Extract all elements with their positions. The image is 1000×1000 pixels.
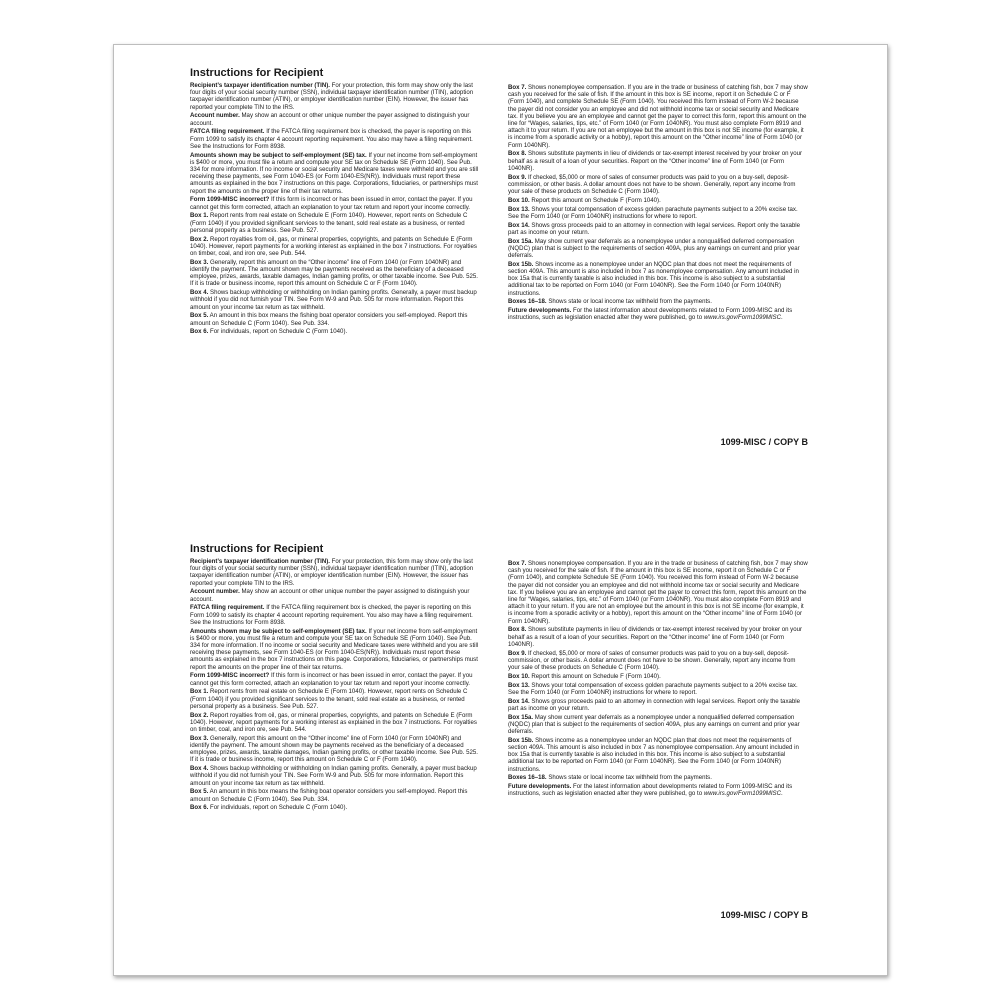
form-copy-label: 1099-MISC / COPY B: [720, 437, 808, 447]
instruction-paragraph: [508, 673, 808, 680]
paragraph-text: Shows backup withholding or withholding on Indian gaming profits. Generally, a payer must backup withhold if you did not furnish your TIN. See Form W-9 and Pub. 505 for more information. Report this amount on your income tax return as tax withheld.: [190, 765, 477, 787]
instructions-copy-bottom: [190, 543, 808, 933]
instruction-paragraph: [190, 112, 482, 126]
instruction-paragraph: [508, 774, 808, 781]
instruction-paragraph: [190, 558, 482, 587]
paragraph-lead: Box 9.: [508, 649, 527, 657]
paragraph-text: Shows nonemployee compensation. If you are in the trade or business of catching fish, box 7 may show cash you received for the sale of fish. If the amount in this box is SE income, report it on Schedule C or F (Form 1040), and complete Schedule SE (Form 1040). You received this form instead of Form W-2 because the payer did not consider you an employee and did not withhold income tax or social security and Medicare tax. If you believe you are an employee and cannot get the payer to correct this form, report this amount on the line for “Wages, salaries, tips, etc.” of Form 1040 (or Form 1040NR). You must also complete Form 8919 and attach it to your return. If you are not an employee but the amount in this box is not SE income (for example, it is income from a sporadic activity or a hobby), report this amount on the “Other income” line of Form 1040 (or Form 1040NR).: [508, 84, 808, 149]
instruction-paragraph: [508, 150, 808, 172]
paragraph-text: Shows substitute payments in lieu of dividends or tax-exempt interest received by your broker on your behalf as a result of a loan of your securities. Report on the “Other income” line of Form 1040 (or Form 1040NR).: [508, 626, 803, 648]
paragraph-text: Shows backup withholding or withholding on Indian gaming profits. Generally, a payer must backup withhold if you did not furnish your TIN. See Form W-9 and Pub. 505 for more information. Report this amount on your income tax return as tax withheld.: [190, 289, 477, 311]
paragraph-lead: Box 3.: [190, 734, 209, 742]
paragraph-lead: Boxes 16–18.: [508, 774, 547, 782]
instruction-paragraph: [190, 328, 482, 335]
paragraph-lead: Box 3.: [190, 258, 209, 266]
paragraph-text: Shows income as a nonemployee under an NQDC plan that does not meet the requirements of section 409A. This amount is also included in box 7 as nonemployee compensation. Any amount included in box 15a that is currently taxable is also included in this box. This income is also subject to a substantial additional tax to be reported on Form 1040 (or Form 1040NR). See the Form 1040 (or Form 1040NR) instructions.: [508, 260, 799, 297]
paragraph-text: For the latest information about developments related to Form 1099-MISC and its instructions, such as legislation enacted after they were published, go to: [508, 783, 793, 798]
paragraph-lead: Form 1099-MISC incorrect?: [190, 196, 270, 204]
paragraph-text: Report royalties from oil, gas, or mineral properties, copyrights, and patents on Schedule E (Form 1040). However, report payments for a working interest as explained in the box 7 instructions. For royalties on timber, coal, and iron ore, see Pub. 544.: [190, 711, 477, 734]
paragraph-text: If checked, $5,000 or more of sales of consumer products was paid to you on a buy-sell, deposit-commission, or other basis. A dollar amount does not have to be shown. Generally, report any income from your sale of these products on Schedule C (Form 1040).: [508, 173, 796, 196]
instructions-copy-top: [190, 67, 808, 457]
instruction-paragraph: [508, 222, 808, 236]
paragraph-text: Shows gross proceeds paid to an attorney in connection with legal services. Report only the taxable part as income on your return.: [508, 697, 801, 712]
paragraph-lead: Recipient’s taxpayer identification number (TIN).: [190, 558, 330, 565]
paragraph-lead: Account number.: [190, 588, 240, 596]
paragraph-text: May show current year deferrals as a nonemployee under a nonqualified deferred compensation (NQDC) plan that is subject to the requirements of section 409A, plus any earnings on current and prior year deferrals.: [508, 237, 800, 260]
paragraph-text: Shows your total compensation of excess golden parachute payments subject to a 20% excise tax. See the Form 1040 (or Form 1040NR) instructions for where to report.: [508, 205, 798, 220]
paragraph-lead: Account number.: [190, 112, 240, 120]
instruction-paragraph: [508, 174, 808, 196]
paragraph-text: Report royalties from oil, gas, or mineral properties, copyrights, and patents on Schedule E (Form 1040). However, report payments for a working interest as explained in the box 7 instructions. For royalties on timber, coal, and iron ore, see Pub. 544.: [190, 235, 477, 258]
paragraph-lead: FATCA filing requirement.: [190, 604, 265, 612]
paragraph-text: If your net income from self-employment is $400 or more, you must file a return and compute your SE tax on Schedule SE (Form 1040). See Pub. 334 for more information. If no income or social security and Medicare taxes were withheld and you are still receiving these payments, see Form 1040-ES (or Form 1040-ES(NR)). Individuals must report these amounts as explained in the box 7 instructions on this page. Corporations, fiduciaries, or partnerships must report the amounts on the proper line of their tax returns.: [190, 151, 479, 195]
instruction-paragraph: [190, 628, 482, 671]
paragraph-lead: Box 15b.: [508, 260, 534, 268]
paragraph-lead: Box 5.: [190, 312, 209, 320]
instruction-paragraph: [190, 712, 482, 734]
paragraph-lead: Box 6.: [190, 328, 209, 336]
instructions-heading: Instructions for Recipient: [190, 543, 324, 555]
paragraph-lead: Box 15b.: [508, 736, 534, 744]
paragraph-lead: Recipient’s taxpayer identification number (TIN).: [190, 82, 330, 89]
paragraph-text: For your protection, this form may show only the last four digits of your social security number (SSN), individual taxpayer identification number (ITIN), adoption taxpayer identification number (ATIN), or employer identification number (EIN). However, the issuer has reported your complete TIN to the IRS.: [190, 82, 474, 111]
instruction-paragraph: [508, 238, 808, 260]
instruction-paragraph: [190, 765, 482, 787]
paragraph-text: For individuals, report on Schedule C (Form 1040).: [210, 804, 348, 812]
instruction-paragraph: [508, 261, 808, 297]
paragraph-lead: Box 13.: [508, 205, 530, 213]
paragraph-lead: Future developments.: [508, 307, 572, 315]
instruction-paragraph: [508, 626, 808, 648]
paragraph-lead: Amounts shown may be subject to self-employment (SE) tax.: [190, 151, 367, 159]
paragraph-text: May show current year deferrals as a nonemployee under a nonqualified deferred compensation (NQDC) plan that is subject to the requirements of section 409A, plus any earnings on current and prior year deferrals.: [508, 713, 800, 736]
left-column: [190, 82, 482, 337]
paragraph-text: For the latest information about developments related to Form 1099-MISC and its instructions, such as legislation enacted after they were published, go to: [508, 307, 793, 322]
instruction-paragraph: [190, 788, 482, 802]
paragraph-text: If your net income from self-employment is $400 or more, you must file a return and compute your SE tax on Schedule SE (Form 1040). See Pub. 334 for more information. If no income or social security and Medicare taxes were withheld and you are still receiving these payments, see Form 1040-ES (or Form 1040-ES(NR)). Individuals must report these amounts as explained in the box 7 instructions on this page. Corporations, fiduciaries, or partnerships must report the amounts on the proper line of their tax returns.: [190, 627, 479, 671]
instruction-paragraph: [508, 307, 808, 321]
instruction-paragraph: [190, 196, 482, 210]
instruction-paragraph: [190, 289, 482, 311]
paragraph-text: For your protection, this form may show only the last four digits of your social security number (SSN), individual taxpayer identification number (ITIN), adoption taxpayer identification number (ATIN), or employer identification number (EIN). However, the issuer has reported your complete TIN to the IRS.: [190, 558, 474, 587]
right-column: [508, 84, 808, 323]
instruction-paragraph: [190, 804, 482, 811]
paragraph-text: An amount in this box means the fishing boat operator considers you self-employed. Report this amount on Schedule C (Form 1040). See Pub. 334.: [190, 788, 468, 803]
paragraph-lead: Box 2.: [190, 711, 209, 719]
paragraph-lead: Box 4.: [190, 765, 209, 773]
paragraph-text: Shows substitute payments in lieu of dividends or tax-exempt interest received by your broker on your behalf as a result of a loan of your securities. Report on the “Other income” line of Form 1040 (or Form 1040NR).: [508, 150, 803, 172]
paragraph-lead: Amounts shown may be subject to self-employment (SE) tax.: [190, 627, 367, 635]
paragraph-lead: Box 14.: [508, 697, 530, 705]
paragraph-lead: Box 8.: [508, 150, 527, 158]
instruction-paragraph: [508, 698, 808, 712]
instruction-paragraph: [190, 588, 482, 602]
left-column: [190, 558, 482, 813]
instruction-paragraph: [508, 84, 808, 149]
paragraph-lead: Box 14.: [508, 221, 530, 229]
paragraph-text: An amount in this box means the fishing boat operator considers you self-employed. Report this amount on Schedule C (Form 1040). See Pub. 334.: [190, 312, 468, 327]
instruction-paragraph: [190, 152, 482, 195]
paragraph-text: Shows income as a nonemployee under an NQDC plan that does not meet the requirements of section 409A. This amount is also included in box 7 as nonemployee compensation. Any amount included in box 15a that is currently taxable is also included in this box. This income is also subject to a substantial additional tax to be reported on Form 1040 (or Form 1040NR). See the Form 1040 (or Form 1040NR) instructions.: [508, 736, 799, 773]
instruction-paragraph: [508, 714, 808, 736]
instruction-paragraph: [190, 236, 482, 258]
instruction-paragraph: [190, 672, 482, 686]
instruction-paragraph: [190, 604, 482, 626]
paragraph-text: May show an account or other unique number the payer assigned to distinguish your account.: [190, 588, 470, 603]
instruction-paragraph: [190, 259, 482, 288]
paragraph-tail: .: [781, 314, 783, 322]
paragraph-lead: Boxes 16–18.: [508, 298, 547, 306]
paragraph-lead: FATCA filing requirement.: [190, 128, 265, 136]
paragraph-text: If this form is incorrect or has been issued in error, contact the payer. If you cannot get this form corrected, attach an explanation to your tax return and report your income correctly.: [190, 672, 473, 687]
paragraph-lead: Box 10.: [508, 196, 530, 204]
paragraph-lead: Form 1099-MISC incorrect?: [190, 672, 270, 680]
paragraph-lead: Box 1.: [190, 212, 209, 220]
paragraph-lead: Box 7.: [508, 84, 527, 91]
instruction-paragraph: [190, 82, 482, 111]
paragraph-lead: Box 15a.: [508, 237, 534, 245]
instruction-paragraph: [508, 298, 808, 305]
paragraph-text: Generally, report this amount on the “Other income” line of Form 1040 (or Form 1040NR) and identify the payment. The amount shown may be payments received as the beneficiary of a deceased employee, prizes, awards, taxable damages, Indian gaming profits, or other taxable income. See Pub. 525. If it is trade or business income, report this amount on Schedule C or F (Form 1040).: [190, 258, 478, 288]
paragraph-lead: Box 1.: [190, 688, 209, 696]
paragraph-text: If the FATCA filing requirement box is checked, the payer is reporting on this Form 1099 to satisfy its chapter 4 account reporting requirement. You also may have a filing requirement. See the Instructions for Form 8938.: [190, 128, 473, 150]
paragraph-lead: Box 6.: [190, 804, 209, 812]
paragraph-text: Generally, report this amount on the “Other income” line of Form 1040 (or Form 1040NR) and identify the payment. The amount shown may be payments received as the beneficiary of a deceased employee, prizes, awards, taxable damages, Indian gaming profits, or other taxable income. See Pub. 525. If it is trade or business income, report this amount on Schedule C or F (Form 1040).: [190, 734, 478, 764]
paragraph-text: If this form is incorrect or has been issued in error, contact the payer. If you cannot get this form corrected, attach an explanation to your tax return and report your income correctly.: [190, 196, 473, 211]
form-copy-label: 1099-MISC / COPY B: [720, 910, 808, 920]
paragraph-text: Shows state or local income tax withheld from the payments.: [548, 774, 712, 782]
paragraph-text: For individuals, report on Schedule C (Form 1040).: [210, 328, 348, 336]
paragraph-text: May show an account or other unique number the payer assigned to distinguish your account.: [190, 112, 470, 127]
irs-url-link[interactable]: www.irs.gov/Form1099MISC: [703, 790, 782, 798]
paragraph-lead: Box 9.: [508, 173, 527, 181]
instruction-paragraph: [508, 783, 808, 797]
instruction-paragraph: [190, 735, 482, 764]
instruction-paragraph: [508, 560, 808, 625]
paragraph-lead: Box 4.: [190, 289, 209, 297]
instruction-paragraph: [508, 206, 808, 220]
right-column: [508, 560, 808, 799]
paragraph-text: If checked, $5,000 or more of sales of consumer products was paid to you on a buy-sell, deposit-commission, or other basis. A dollar amount does not have to be shown. Generally, report any income from your sale of these products on Schedule C (Form 1040).: [508, 649, 796, 672]
instruction-paragraph: [190, 688, 482, 710]
paragraph-text: Report this amount on Schedule F (Form 1040).: [531, 196, 661, 204]
paragraph-lead: Box 10.: [508, 672, 530, 680]
instruction-paragraph: [190, 212, 482, 234]
paragraph-text: Shows nonemployee compensation. If you are in the trade or business of catching fish, box 7 may show cash you received for the sale of fish. If the amount in this box is SE income, report it on Schedule C or F (Form 1040), and complete Schedule SE (Form 1040). You received this form instead of Form W-2 because the payer did not consider you an employee and did not withhold income tax or social security and Medicare tax. If you believe you are an employee and cannot get the payer to correct this form, report this amount on the line for “Wages, salaries, tips, etc.” of Form 1040 (or Form 1040NR). You must also complete Form 8919 and attach it to your return. If you are not an employee but the amount in this box is not SE income (for example, it is income from a sporadic activity or a hobby), report this amount on the “Other income” line of Form 1040 (or Form 1040NR).: [508, 560, 808, 625]
paragraph-lead: Box 15a.: [508, 713, 534, 721]
paragraph-lead: Box 8.: [508, 626, 527, 634]
instruction-paragraph: [508, 197, 808, 204]
paragraph-lead: Box 2.: [190, 235, 209, 243]
instruction-paragraph: [190, 312, 482, 326]
paragraph-lead: Box 5.: [190, 788, 209, 796]
instruction-paragraph: [508, 650, 808, 672]
form-sheet: [113, 44, 888, 976]
paragraph-text: Report this amount on Schedule F (Form 1040).: [531, 672, 661, 680]
paragraph-text: Report rents from real estate on Schedule E (Form 1040). However, report rents on Schedule C (Form 1040) if you provided significant services to the tenant, sold real estate as a business, or rented personal property as a business. See Pub. 527.: [190, 212, 468, 234]
instruction-paragraph: [508, 737, 808, 773]
paragraph-text: Shows gross proceeds paid to an attorney in connection with legal services. Report only the taxable part as income on your return.: [508, 221, 801, 236]
paragraph-lead: Future developments.: [508, 783, 572, 791]
paragraph-text: Shows your total compensation of excess golden parachute payments subject to a 20% excise tax. See the Form 1040 (or Form 1040NR) instructions for where to report.: [508, 681, 798, 696]
paragraph-lead: Box 13.: [508, 681, 530, 689]
instructions-heading: Instructions for Recipient: [190, 67, 324, 79]
irs-url-link[interactable]: www.irs.gov/Form1099MISC: [703, 314, 782, 322]
paragraph-tail: .: [781, 790, 783, 798]
paragraph-lead: Box 7.: [508, 560, 527, 567]
instruction-paragraph: [508, 682, 808, 696]
instruction-paragraph: [190, 128, 482, 150]
paragraph-text: Report rents from real estate on Schedule E (Form 1040). However, report rents on Schedule C (Form 1040) if you provided significant services to the tenant, sold real estate as a business, or rented personal property as a business. See Pub. 527.: [190, 688, 468, 710]
paragraph-text: Shows state or local income tax withheld from the payments.: [548, 298, 712, 306]
paragraph-text: If the FATCA filing requirement box is checked, the payer is reporting on this Form 1099 to satisfy its chapter 4 account reporting requirement. You also may have a filing requirement. See the Instructions for Form 8938.: [190, 604, 473, 626]
